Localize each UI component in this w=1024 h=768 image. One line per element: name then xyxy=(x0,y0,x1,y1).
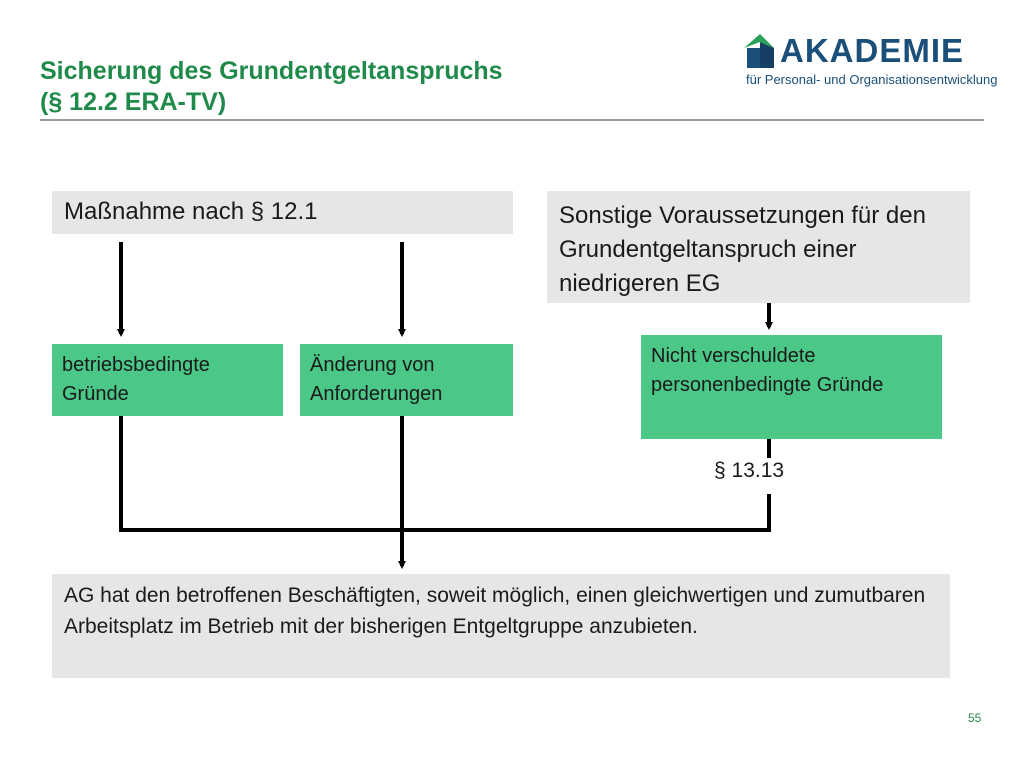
result-box: AG hat den betroffenen Beschäftigten, soweit möglich, einen gleichwertigen und zumutbaren Arbeitsplatz im Betrieb mit der bisherigen Entgeltgruppe anzubieten. xyxy=(52,574,950,678)
slide-title-line-1: Sicherung des Grundentgeltanspruchs xyxy=(40,57,503,85)
other-requirements-box: Sonstige Voraussetzungen für den Grundentgeltanspruch einer niedrigeren EG xyxy=(547,191,970,303)
personal-reasons-box: Nicht verschuldete personenbedingte Gründe xyxy=(641,335,942,439)
slide-title-line-2: (§ 12.2 ERA-TV) xyxy=(40,88,227,116)
logo-tagline: für Personal- und Organisationsentwicklung xyxy=(746,72,998,87)
logo-name: AKADEMIE xyxy=(780,32,965,69)
measure-box: Maßnahme nach § 12.1 xyxy=(52,191,513,234)
paragraph-reference: § 13.13 xyxy=(714,459,785,482)
requirements-change-box: Änderung von Anforderungen xyxy=(300,344,513,416)
page-number: 55 xyxy=(968,711,982,725)
operational-reasons-box: betriebsbedingte Gründe xyxy=(52,344,283,416)
